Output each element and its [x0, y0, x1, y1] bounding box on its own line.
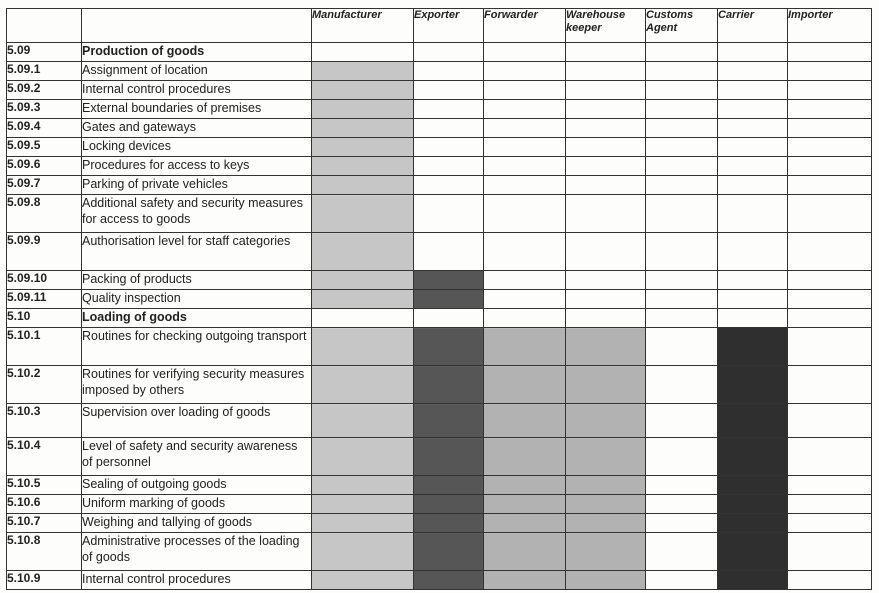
responsibility-cell — [788, 571, 872, 590]
column-header-warehouse-keeper: Warehouse keeper — [566, 9, 646, 43]
row-code: 5.09.9 — [7, 233, 82, 271]
responsibility-cell — [414, 328, 484, 366]
responsibility-cell — [484, 533, 566, 571]
row-code: 5.09.7 — [7, 176, 82, 195]
responsibility-cell — [788, 404, 872, 438]
row-code: 5.10.8 — [7, 533, 82, 571]
table-row — [7, 176, 872, 195]
row-code: 5.10.6 — [7, 495, 82, 514]
responsibility-cell — [414, 290, 484, 309]
header-code-cell — [7, 9, 82, 43]
responsibility-cell — [718, 138, 788, 157]
responsibility-cell — [646, 514, 718, 533]
responsibility-cell — [414, 119, 484, 138]
responsibility-cell — [718, 62, 788, 81]
responsibility-cell — [414, 438, 484, 476]
responsibility-cell — [646, 138, 718, 157]
responsibility-cell — [566, 176, 646, 195]
row-code: 5.09.3 — [7, 100, 82, 119]
column-header-manufacturer: Manufacturer — [312, 9, 414, 43]
section-row — [7, 309, 872, 328]
responsibility-cell — [566, 119, 646, 138]
responsibility-cell — [646, 571, 718, 590]
responsibility-cell — [718, 100, 788, 119]
responsibility-cell — [788, 119, 872, 138]
responsibility-cell — [414, 495, 484, 514]
responsibility-cell — [646, 81, 718, 100]
responsibility-cell — [414, 571, 484, 590]
row-code: 5.09.6 — [7, 157, 82, 176]
row-description: Uniform marking of goods — [82, 495, 312, 514]
responsibility-cell — [788, 176, 872, 195]
row-code: 5.09.2 — [7, 81, 82, 100]
responsibility-cell — [484, 195, 566, 233]
responsibility-cell — [788, 271, 872, 290]
responsibility-cell — [484, 404, 566, 438]
responsibility-cell — [312, 404, 414, 438]
table-row — [7, 404, 872, 438]
responsibility-cell — [646, 43, 718, 62]
responsibility-cell — [484, 62, 566, 81]
responsibility-cell — [788, 438, 872, 476]
table-row — [7, 514, 872, 533]
responsibility-cell — [788, 100, 872, 119]
responsibility-cell — [566, 309, 646, 328]
responsibility-cell — [718, 290, 788, 309]
responsibility-cell — [646, 271, 718, 290]
responsibility-cell — [414, 138, 484, 157]
responsibility-cell — [566, 271, 646, 290]
row-description: Packing of products — [82, 271, 312, 290]
row-description: Sealing of outgoing goods — [82, 476, 312, 495]
responsibility-cell — [646, 328, 718, 366]
responsibility-cell — [718, 119, 788, 138]
responsibility-cell — [718, 571, 788, 590]
responsibility-cell — [646, 62, 718, 81]
responsibility-cell — [566, 495, 646, 514]
responsibility-cell — [414, 176, 484, 195]
responsibility-cell — [788, 533, 872, 571]
responsibility-cell — [646, 404, 718, 438]
responsibility-cell — [484, 309, 566, 328]
responsibility-cell — [566, 233, 646, 271]
row-description: Additional safety and security measures for access to goods — [82, 195, 312, 233]
responsibility-cell — [484, 514, 566, 533]
responsibility-cell — [646, 366, 718, 404]
table-row — [7, 119, 872, 138]
row-description: Supervision over loading of goods — [82, 404, 312, 438]
row-code: 5.10.7 — [7, 514, 82, 533]
row-description: Routines for checking outgoing transport — [82, 328, 312, 366]
row-code: 5.10.1 — [7, 328, 82, 366]
responsibility-cell — [414, 309, 484, 328]
row-description: Gates and gateways — [82, 119, 312, 138]
row-description: Procedures for access to keys — [82, 157, 312, 176]
column-header-carrier: Carrier — [718, 9, 788, 43]
row-code: 5.09.1 — [7, 62, 82, 81]
responsibility-cell — [414, 404, 484, 438]
table-row — [7, 328, 872, 366]
row-code: 5.10 — [7, 309, 82, 328]
row-description: Routines for verifying security measures imposed by others — [82, 366, 312, 404]
responsibility-cell — [646, 233, 718, 271]
table-row — [7, 438, 872, 476]
responsibility-cell — [484, 100, 566, 119]
responsibility-cell — [484, 138, 566, 157]
responsibility-cell — [718, 309, 788, 328]
row-description: Quality inspection — [82, 290, 312, 309]
header-description-cell — [82, 9, 312, 43]
row-code: 5.09.10 — [7, 271, 82, 290]
responsibility-cell — [312, 157, 414, 176]
responsibility-cell — [312, 495, 414, 514]
responsibility-cell — [312, 328, 414, 366]
responsibility-cell — [646, 290, 718, 309]
header-row — [7, 9, 872, 43]
responsibility-cell — [414, 43, 484, 62]
responsibility-cell — [788, 514, 872, 533]
responsibility-cell — [312, 476, 414, 495]
responsibility-cell — [788, 290, 872, 309]
table-row — [7, 366, 872, 404]
responsibility-cell — [566, 43, 646, 62]
responsibility-cell — [788, 476, 872, 495]
table-row — [7, 495, 872, 514]
responsibility-cell — [566, 438, 646, 476]
responsibility-cell — [718, 476, 788, 495]
responsibility-cell — [718, 404, 788, 438]
row-description: External boundaries of premises — [82, 100, 312, 119]
responsibility-cell — [646, 438, 718, 476]
responsibility-cell — [484, 366, 566, 404]
responsibility-cell — [718, 271, 788, 290]
row-code: 5.10.9 — [7, 571, 82, 590]
responsibility-cell — [566, 476, 646, 495]
responsibility-cell — [788, 233, 872, 271]
row-description: Weighing and tallying of goods — [82, 514, 312, 533]
responsibility-cell — [646, 157, 718, 176]
responsibility-cell — [646, 176, 718, 195]
responsibility-cell — [718, 43, 788, 62]
responsibility-cell — [646, 476, 718, 495]
table-row — [7, 138, 872, 157]
row-description: Assignment of location — [82, 62, 312, 81]
responsibility-cell — [484, 176, 566, 195]
responsibility-cell — [484, 571, 566, 590]
responsibility-cell — [646, 533, 718, 571]
table-row — [7, 233, 872, 271]
responsibility-cell — [414, 195, 484, 233]
responsibility-cell — [312, 81, 414, 100]
responsibility-cell — [566, 138, 646, 157]
responsibility-cell — [566, 533, 646, 571]
row-description: Administrative processes of the loading of goods — [82, 533, 312, 571]
responsibility-cell — [718, 514, 788, 533]
responsibility-cell — [312, 309, 414, 328]
responsibility-cell — [566, 62, 646, 81]
responsibility-cell — [414, 100, 484, 119]
responsibility-cell — [312, 43, 414, 62]
responsibility-cell — [484, 328, 566, 366]
responsibility-cell — [646, 495, 718, 514]
row-code: 5.10.2 — [7, 366, 82, 404]
responsibility-cell — [566, 404, 646, 438]
responsibility-cell — [566, 290, 646, 309]
column-header-customs-agent: Customs Agent — [646, 9, 718, 43]
section-row — [7, 43, 872, 62]
table-row — [7, 571, 872, 590]
responsibility-cell — [312, 138, 414, 157]
responsibility-cell — [718, 438, 788, 476]
responsibility-cell — [484, 157, 566, 176]
responsibility-cell — [414, 81, 484, 100]
responsibility-cell — [788, 366, 872, 404]
row-description: Locking devices — [82, 138, 312, 157]
table-row — [7, 271, 872, 290]
row-code: 5.09 — [7, 43, 82, 62]
column-header-forwarder: Forwarder — [484, 9, 566, 43]
responsibility-cell — [718, 233, 788, 271]
responsibility-cell — [718, 495, 788, 514]
responsibility-cell — [718, 195, 788, 233]
row-description: Production of goods — [82, 43, 312, 62]
row-description: Loading of goods — [82, 309, 312, 328]
responsibility-cell — [414, 533, 484, 571]
row-code: 5.09.8 — [7, 195, 82, 233]
responsibility-cell — [788, 495, 872, 514]
responsibility-cell — [646, 195, 718, 233]
responsibility-cell — [566, 571, 646, 590]
responsibility-cell — [646, 309, 718, 328]
responsibility-cell — [484, 495, 566, 514]
responsibility-cell — [312, 100, 414, 119]
table-row — [7, 100, 872, 119]
responsibility-cell — [414, 157, 484, 176]
table-row — [7, 62, 872, 81]
responsibility-cell — [718, 533, 788, 571]
row-description: Level of safety and security awareness of personnel — [82, 438, 312, 476]
responsibility-cell — [788, 43, 872, 62]
table-row — [7, 195, 872, 233]
responsibility-cell — [646, 119, 718, 138]
responsibility-cell — [484, 43, 566, 62]
row-description: Internal control procedures — [82, 81, 312, 100]
responsibility-cell — [484, 476, 566, 495]
responsibility-cell — [718, 157, 788, 176]
row-description: Internal control procedures — [82, 571, 312, 590]
row-description: Authorisation level for staff categories — [82, 233, 312, 271]
responsibility-cell — [312, 176, 414, 195]
responsibility-cell — [566, 514, 646, 533]
responsibility-cell — [484, 438, 566, 476]
responsibility-cell — [788, 309, 872, 328]
table-row — [7, 81, 872, 100]
table-row — [7, 157, 872, 176]
row-code: 5.09.11 — [7, 290, 82, 309]
responsibility-cell — [566, 157, 646, 176]
matrix-body — [7, 43, 872, 590]
responsibility-cell — [718, 81, 788, 100]
responsibility-cell — [484, 290, 566, 309]
table-row — [7, 476, 872, 495]
responsibility-cell — [484, 271, 566, 290]
row-code: 5.10.5 — [7, 476, 82, 495]
responsibility-cell — [718, 366, 788, 404]
responsibility-cell — [788, 328, 872, 366]
responsibility-cell — [414, 271, 484, 290]
responsibility-cell — [312, 438, 414, 476]
row-description: Parking of private vehicles — [82, 176, 312, 195]
responsibility-cell — [566, 100, 646, 119]
responsibility-cell — [788, 157, 872, 176]
responsibility-cell — [484, 233, 566, 271]
responsibility-cell — [718, 176, 788, 195]
responsibility-cell — [312, 290, 414, 309]
responsibility-cell — [484, 119, 566, 138]
responsibility-cell — [312, 514, 414, 533]
table-row — [7, 290, 872, 309]
table-row — [7, 533, 872, 571]
responsibility-cell — [312, 366, 414, 404]
responsibility-cell — [312, 571, 414, 590]
responsibility-cell — [312, 271, 414, 290]
column-header-importer: Importer — [788, 9, 872, 43]
responsibility-cell — [312, 62, 414, 81]
row-code: 5.10.4 — [7, 438, 82, 476]
responsibility-cell — [566, 366, 646, 404]
row-code: 5.09.5 — [7, 138, 82, 157]
responsibility-cell — [414, 233, 484, 271]
column-header-exporter: Exporter — [414, 9, 484, 43]
responsibility-cell — [566, 81, 646, 100]
responsibility-cell — [312, 119, 414, 138]
responsibility-cell — [718, 328, 788, 366]
row-code: 5.10.3 — [7, 404, 82, 438]
responsibility-matrix-table — [6, 8, 872, 590]
responsibility-cell — [414, 62, 484, 81]
responsibility-cell — [312, 533, 414, 571]
responsibility-cell — [788, 195, 872, 233]
responsibility-cell — [312, 233, 414, 271]
responsibility-cell — [414, 476, 484, 495]
responsibility-cell — [312, 195, 414, 233]
responsibility-cell — [788, 138, 872, 157]
responsibility-cell — [414, 514, 484, 533]
responsibility-cell — [646, 100, 718, 119]
responsibility-cell — [414, 366, 484, 404]
responsibility-cell — [484, 81, 566, 100]
responsibility-cell — [566, 328, 646, 366]
responsibility-cell — [788, 62, 872, 81]
row-code: 5.09.4 — [7, 119, 82, 138]
responsibility-cell — [566, 195, 646, 233]
responsibility-cell — [788, 81, 872, 100]
